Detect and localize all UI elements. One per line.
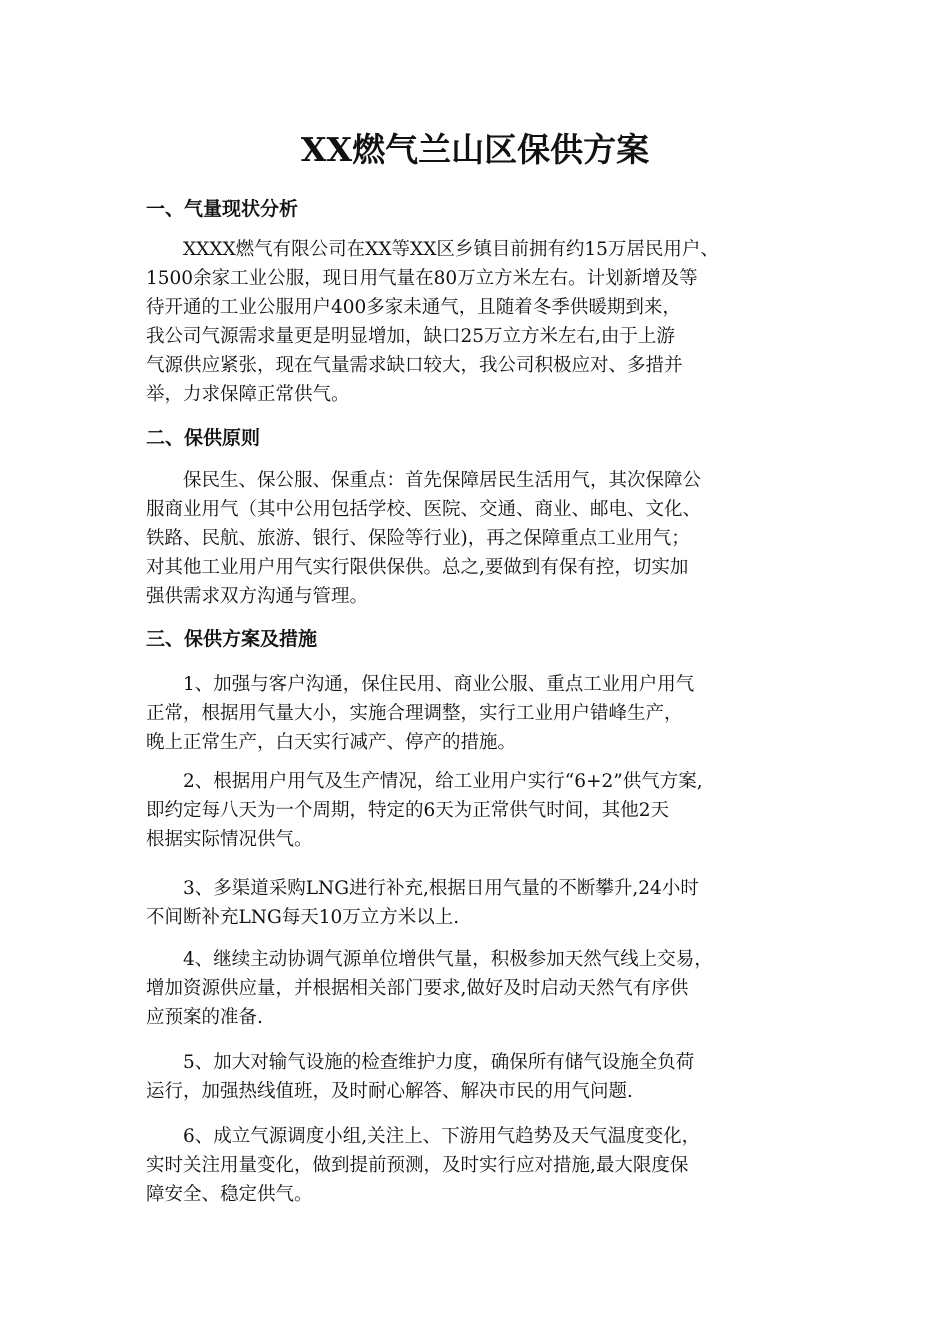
text-line: 保民生、保公服、保重点：首先保障居民生活用气，其次保障公: [146, 470, 702, 491]
paragraph-status: [146, 235, 826, 409]
paragraph-measure-2: [146, 767, 826, 854]
text-line: XXXX燃气有限公司在XX等XX区乡镇目前拥有约15万居民用户、: [146, 239, 719, 260]
text-line: 3、多渠道采购LNG进行补充,根据日用气量的不断攀升,24小时: [146, 878, 699, 899]
text-line: 正常，根据用气量大小，实施合理调整，实行工业用户错峰生产，: [146, 703, 683, 724]
text-line: 举，力求保障正常供气。: [146, 384, 350, 405]
paragraph-principles: [146, 466, 826, 611]
text-line: 铁路、民航、旅游、银行、保险等行业)，再之保障重点工业用气；: [146, 528, 690, 549]
text-line: 即约定每八天为一个周期，特定的6天为正常供气时间，其他2天: [146, 800, 670, 821]
section-heading-status: 一、气量现状分析: [146, 198, 299, 220]
text-line: 待开通的工业公服用户400多家未通气，且随着冬季供暖期到来，: [146, 297, 681, 318]
text-line: 我公司气源需求量更是明显增加，缺口25万立方米左右,由于上游: [146, 326, 675, 347]
text-line: 根据实际情况供气。: [146, 829, 313, 850]
text-line: 障安全、稳定供气。: [146, 1184, 313, 1205]
text-line: 晚上正常生产，白天实行减产、停产的措施。: [146, 732, 517, 753]
paragraph-measure-3: [146, 874, 826, 932]
paragraph-measure-6: [146, 1122, 826, 1209]
document-title: XX燃气兰山区保供方案: [300, 130, 650, 169]
text-line: 运行，加强热线值班，及时耐心解答、解决市民的用气问题.: [146, 1081, 633, 1102]
text-line: 应预案的准备.: [146, 1007, 263, 1028]
text-line: 6、成立气源调度小组,关注上、下游用气趋势及天气温度变化，: [146, 1126, 701, 1147]
text-line: 实时关注用量变化，做到提前预测，及时实行应对措施,最大限度保: [146, 1155, 689, 1176]
text-line: 1500余家工业公服，现日用气量在80万立方米左右。计划新增及等: [146, 268, 698, 289]
text-line: 气源供应紧张，现在气量需求缺口较大，我公司积极应对、多措并: [146, 355, 683, 376]
paragraph-measure-1: [146, 670, 826, 757]
text-line: 服商业用气（其中公用包括学校、医院、交通、商业、邮电、文化、: [146, 499, 702, 520]
text-line: 不间断补充LNG每天10万立方米以上.: [146, 907, 460, 928]
text-line: 2、根据用户用气及生产情况，给工业用户实行“6+2”供气方案,: [146, 771, 703, 792]
section-heading-principles: 二、保供原则: [146, 427, 261, 449]
text-line: 增加资源供应量，并根据相关部门要求,做好及时启动天然气有序供: [146, 978, 689, 999]
text-line: 5、加大对输气设施的检查维护力度，确保所有储气设施全负荷: [146, 1052, 695, 1073]
text-line: 对其他工业用户用气实行限供保供。总之,要做到有保有控，切实加: [146, 557, 689, 578]
text-line: 4、继续主动协调气源单位增供气量，积极参加天然气线上交易，: [146, 949, 713, 970]
text-line: 强供需求双方沟通与管理。: [146, 586, 369, 607]
paragraph-measure-4: [146, 945, 826, 1032]
section-heading-measures: 三、保供方案及措施: [146, 628, 318, 650]
text-line: 1、加强与客户沟通，保住民用、商业公服、重点工业用户用气: [146, 674, 695, 695]
paragraph-measure-5: [146, 1048, 826, 1106]
